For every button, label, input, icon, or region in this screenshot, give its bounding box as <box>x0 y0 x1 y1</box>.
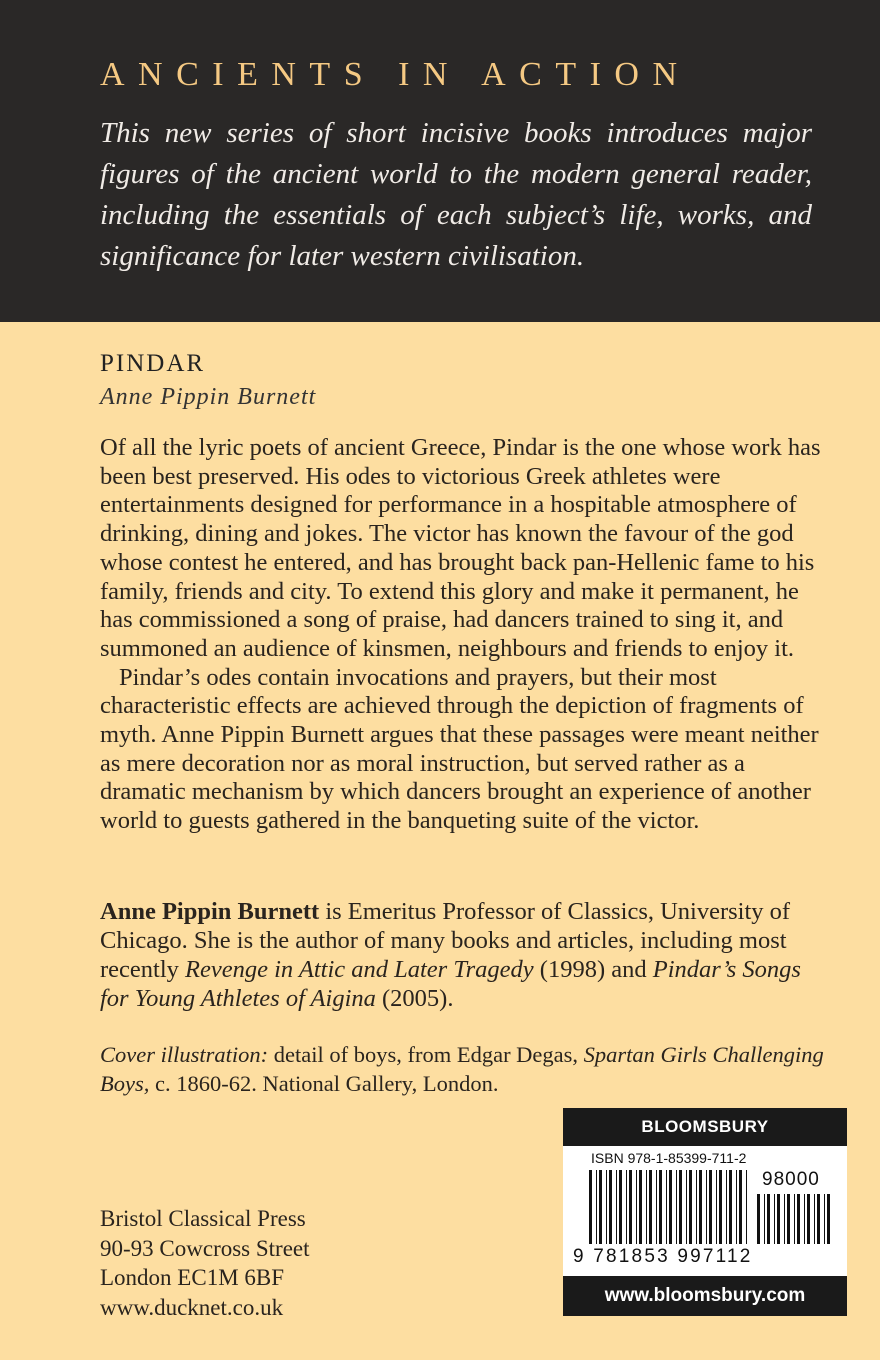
publisher-street: 90-93 Cowcross Street <box>100 1235 310 1261</box>
price-code: 98000 <box>762 1169 820 1190</box>
cover-credit-label: Cover illustration: <box>100 1042 269 1067</box>
barcode-panel <box>563 1108 847 1316</box>
bio-text: is Emeritus Professor of Classics, University of Chicago. She is the author of many books and articles, including most recently <box>100 898 791 983</box>
publisher-city: London EC1M 6BF <box>100 1265 285 1290</box>
cover-artwork-title: Spartan Girls Challenging Boys, <box>100 1042 824 1096</box>
publisher-url: www.bloomsbury.com <box>563 1276 847 1316</box>
isbn-label: ISBN 978-1-85399-711-2 <box>591 1150 747 1166</box>
cover-credit-text: c. 1860-62. National Gallery, London. <box>149 1071 499 1096</box>
bio-text: (1998) and <box>533 956 653 983</box>
cover-credit-text: detail of boys, from Edgar Degas, <box>268 1042 584 1067</box>
blurb-paragraph: Pindar’s odes contain invocations and prayers, but their most characteristic effects are achieved through the depiction of fragments of myth. Anne Pippin Burnett argues that these passages were meant neither as mere decoration nor as moral instruction, but served rather as a dramatic mechanism by which dancers brought an experience of another world to guests gathered in the banqueting suite of the victor. <box>100 663 819 835</box>
series-title: ANCIENTS IN ACTION <box>100 56 691 93</box>
book-title: PINDAR <box>100 350 206 377</box>
blurb-paragraph: Of all the lyric poets of ancient Greece, Pindar is the one whose work has been best preserved. His odes to victorious Greek athletes were entertainments designed for performance in a hospitable atmosphere of drinking, dining and jokes. The victor has known the favour of the god whose contest he entered, and has brought back pan-Hellenic fame to his family, friends and city. To extend this glory and make it permanent, he has commissioned a song of praise, had dancers trained to sing it, and summoned an audience of kinsmen, neighbours and friends to enjoy it. <box>100 434 821 662</box>
barcode-digits: 9 781853 997112 <box>573 1246 753 1267</box>
publisher-website: www.ducknet.co.uk <box>100 1294 284 1320</box>
bio-text: (2005). <box>375 985 454 1012</box>
imprint-logo: BLOOMSBURY <box>563 1108 847 1146</box>
series-description: This new series of short incisive books introduces major figures of the ancient world to the modern general reader, including the essentials of each subject’s life, works, and significance for later western civilisation. <box>100 117 812 272</box>
author-bio <box>100 897 830 1013</box>
book-blurb <box>100 434 830 836</box>
author-name: Anne Pippin Burnett <box>100 898 320 925</box>
bio-book-title: Pindar’s Songs for Young Athletes of Aigina <box>100 956 801 1012</box>
book-author: Anne Pippin Burnett <box>100 384 317 410</box>
series-band <box>0 0 880 322</box>
bio-book-title: Revenge in Attic and Later Tragedy <box>185 956 534 983</box>
publisher-address <box>100 1204 310 1322</box>
publisher-name: Bristol Classical Press <box>100 1206 306 1231</box>
cover-credit <box>100 1040 830 1098</box>
